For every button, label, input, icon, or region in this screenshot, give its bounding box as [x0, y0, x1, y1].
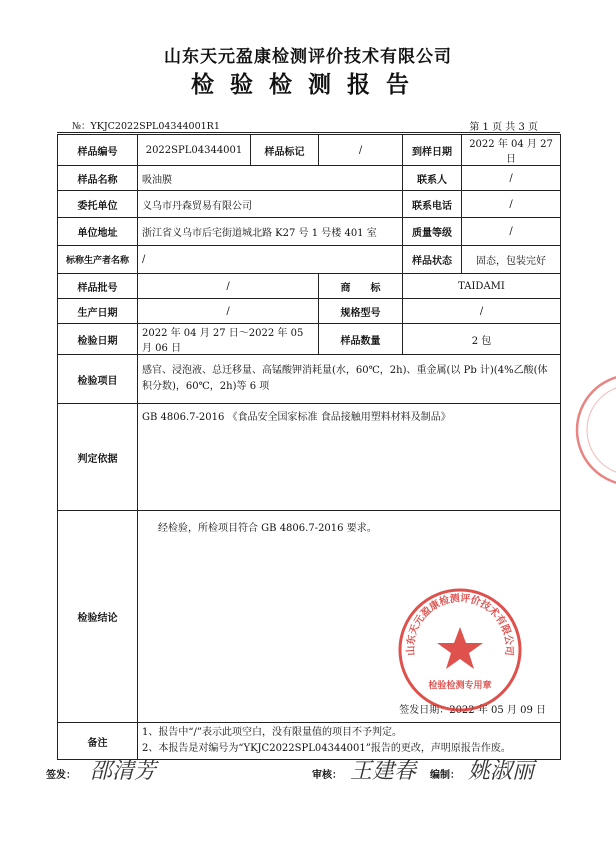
- items-label: 检验项目: [58, 355, 138, 404]
- table-row: [58, 191, 561, 218]
- report-table: [57, 134, 561, 760]
- table-row: [58, 299, 561, 324]
- table-row: [58, 135, 561, 166]
- trademark-value: TAIDAMI: [403, 274, 561, 299]
- table-row: [58, 274, 561, 299]
- batch-value: /: [138, 274, 319, 299]
- basis-label: 判定依据: [58, 404, 138, 511]
- test-date-value: 2022 年 04 月 27 日～2022 年 05 月 06 日: [138, 324, 319, 355]
- quantity-value: 2 包: [403, 324, 561, 355]
- reviewer-signature: 王建春: [350, 759, 417, 784]
- arrival-date-label: 到样日期: [403, 135, 462, 166]
- table-row: [58, 246, 561, 274]
- compiler-signature: 姚淑丽: [468, 759, 535, 784]
- state-value: 固态，包装完好: [462, 246, 561, 274]
- table-row: [58, 324, 561, 355]
- approver-signature: 邵清芳: [90, 759, 157, 784]
- contact-label: 联系人: [403, 166, 462, 191]
- report-title: 检验检测报告: [191, 72, 425, 98]
- client-value: 义乌市丹森贸易有限公司: [138, 191, 403, 218]
- quality-label: 质量等级: [403, 218, 462, 246]
- items-value: 感官、浸泡液、总迁移量、高锰酸钾消耗量(水，60℃，2h)、重金属(以 Pb 计)(4%乙酸(体积分数)，60℃，2h)等 6 项: [138, 355, 561, 404]
- phone-value: /: [462, 191, 561, 218]
- seal-text: 山东天元盈康检测评价技术有限公司: [405, 593, 515, 656]
- approve-label: 签发：: [46, 770, 76, 781]
- conclusion-value: 经检验，所检项目符合 GB 4806.7-2016 要求。: [158, 523, 377, 534]
- arrival-date-value: 2022 年 04 月 27 日: [462, 135, 561, 166]
- table-row: [58, 511, 561, 723]
- conclusion-cell: [138, 511, 561, 723]
- client-label: 委托单位: [58, 191, 138, 218]
- sample-mark-value: /: [319, 135, 403, 166]
- prod-date-label: 生产日期: [58, 299, 138, 324]
- model-value: /: [403, 299, 561, 324]
- remarks-label: 备注: [58, 723, 138, 760]
- sample-mark-label: 样品标记: [251, 135, 319, 166]
- seal-bottom-text: 检验检测专用章: [428, 681, 492, 691]
- header-divider: [57, 132, 560, 133]
- page-info: 第 1 页 共 3 页: [469, 122, 538, 133]
- quantity-label: 样品数量: [319, 324, 403, 355]
- trademark-label: 商 标: [319, 274, 403, 299]
- test-date-label: 检验日期: [58, 324, 138, 355]
- issue-date: 签发日期：2022 年 05 月 09 日: [399, 705, 546, 716]
- table-row: [58, 218, 561, 246]
- batch-label: 样品批号: [58, 274, 138, 299]
- remark-1: 1、报告中“/”表示此项空白，没有限量值的项目不予判定。: [142, 727, 402, 738]
- sample-name-value: 吸油膜: [138, 166, 403, 191]
- prod-date-value: /: [138, 299, 319, 324]
- address-label: 单位地址: [58, 218, 138, 246]
- sample-no-value: 2022SPL04344001: [138, 135, 251, 166]
- producer-value: /: [138, 246, 403, 274]
- quality-value: /: [462, 218, 561, 246]
- sample-no-label: 样品编号: [58, 135, 138, 166]
- table-row: [58, 404, 561, 511]
- report-number: №：YKJC2022SPL04344001R1: [72, 121, 220, 132]
- producer-label: 标称生产者名称: [58, 246, 138, 274]
- contact-value: /: [462, 166, 561, 191]
- table-row: [58, 166, 561, 191]
- remark-2: 2、本报告是对编号为“YKJC2022SPL04344001”报告的更改，声明原报告作废。: [142, 743, 511, 754]
- phone-label: 联系电话: [403, 191, 462, 218]
- model-label: 规格型号: [319, 299, 403, 324]
- review-label: 审核：: [312, 770, 342, 781]
- compile-label: 编制：: [430, 770, 460, 781]
- address-value: 浙江省义乌市后宅街道城北路 K27 号 1 号楼 401 室: [138, 218, 403, 246]
- company-name: 山东天元盈康检测评价技术有限公司: [164, 47, 452, 67]
- state-label: 样品状态: [403, 246, 462, 274]
- basis-value: GB 4806.7-2016 《食品安全国家标准 食品接触用塑料材料及制品》: [138, 404, 561, 511]
- conclusion-label: 检验结论: [58, 511, 138, 723]
- sample-name-label: 样品名称: [58, 166, 138, 191]
- edge-seal: [572, 370, 616, 490]
- table-row: [58, 355, 561, 404]
